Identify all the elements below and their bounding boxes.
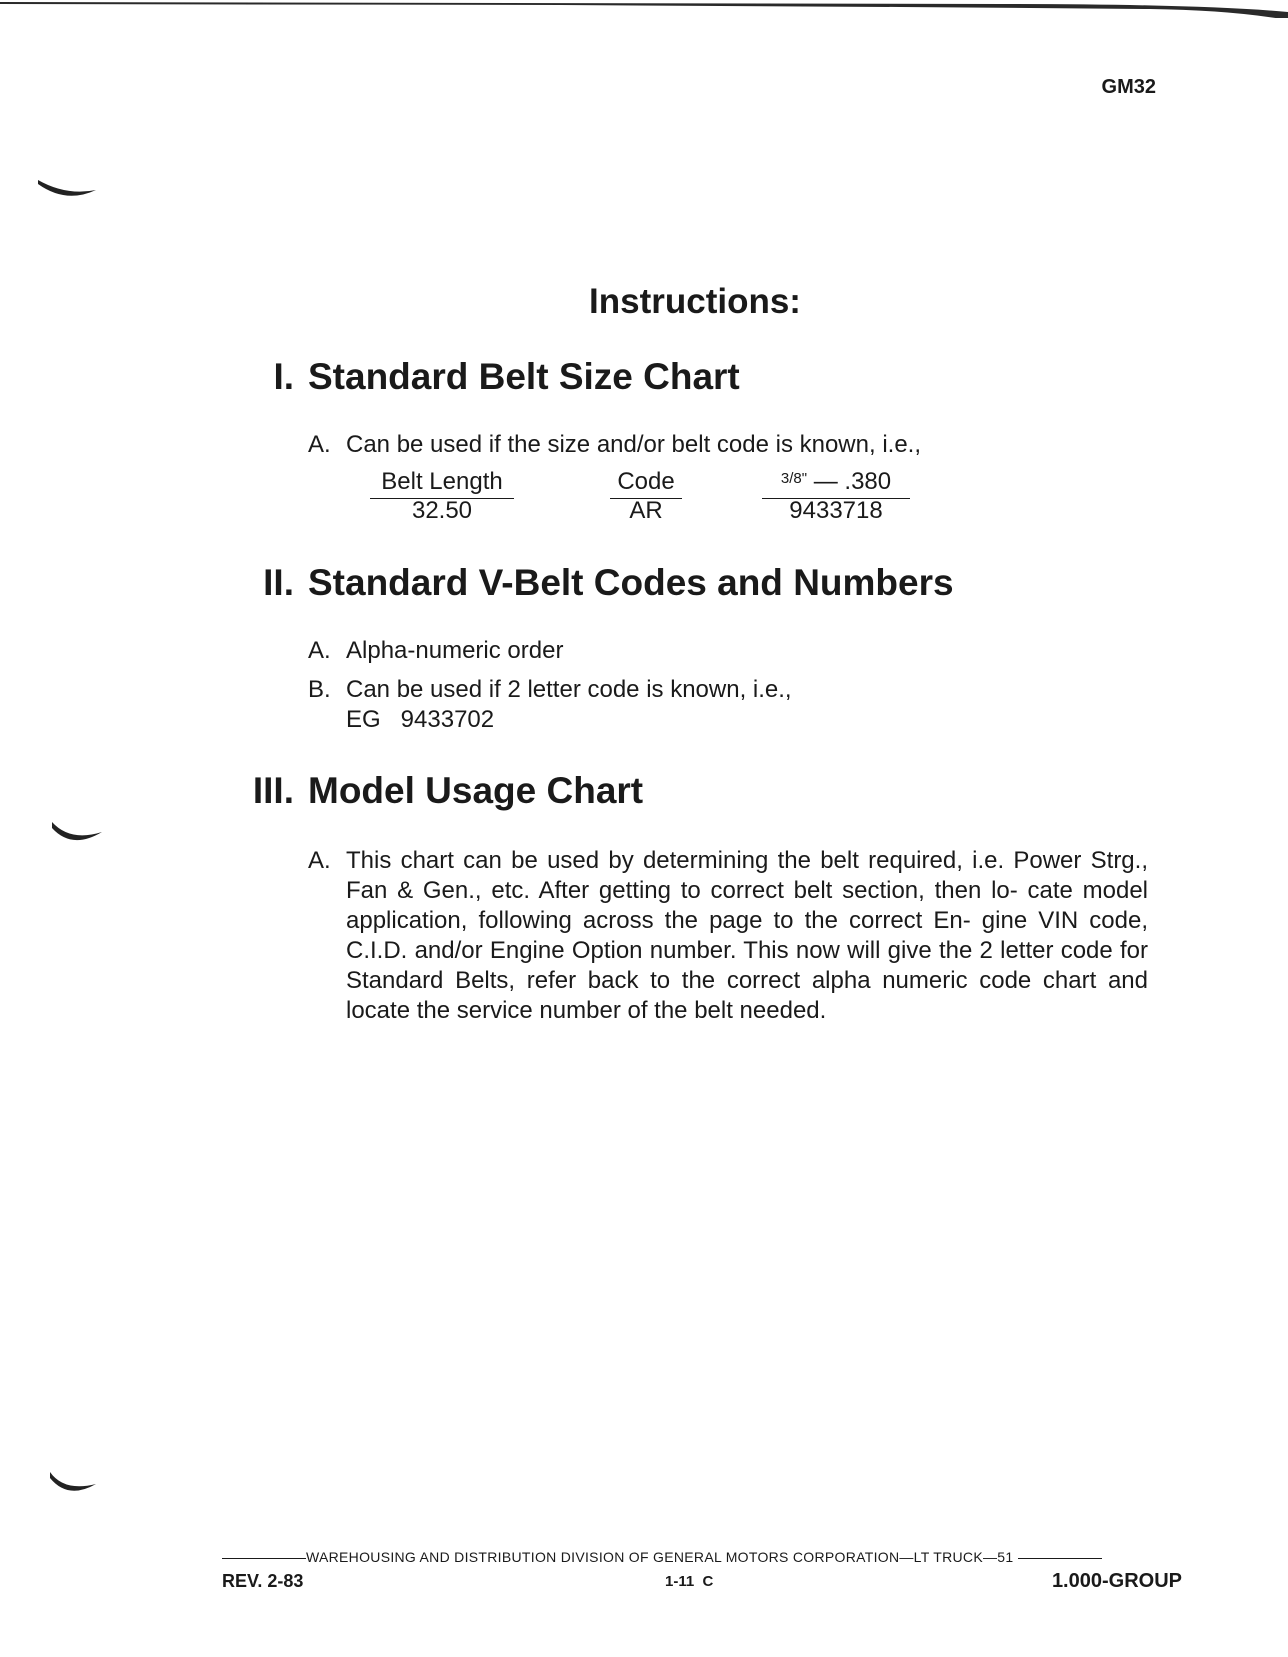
example-size-fraction: 3/8" (780, 470, 808, 487)
example-belt-length-value: 32.50 (370, 498, 514, 523)
section-2-item-b-example (308, 705, 1058, 735)
section-title-1: Standard Belt Size Chart (308, 356, 740, 397)
section-number-1: I. (273, 356, 294, 397)
example-size-decimal: — .380 (807, 468, 892, 495)
section-3-item-a (308, 846, 1148, 1056)
item-letter: A. (308, 637, 331, 664)
section-heading-3 (252, 770, 644, 812)
item-text: This chart can be used by determining the belt required, i.e. Power Strg., Fan & Gen., etc. After getting to correct belt section, then lo- cate model application, following across the page to the correct En- gine VIN code, C.I.D. and/or Engine Option number. This now will give the 2 letter code for Standard Belts, refer back to the correct alpha numeric code chart and locate the service number of the belt needed. (346, 847, 1148, 1024)
document-id: GM32 (1101, 76, 1156, 98)
binder-mark-middle (50, 820, 110, 850)
page-title: Instructions: (589, 282, 801, 321)
example-belt-length-label: Belt Length (381, 468, 503, 495)
footer-rule-right (1018, 1558, 1102, 1559)
section-title-2: Standard V-Belt Codes and Numbers (308, 562, 954, 603)
item-text: Can be used if the size and/or belt code is known, i.e., (346, 431, 922, 458)
binder-mark-bottom (48, 1470, 108, 1500)
footer-page-number: 1-11 C (665, 1573, 714, 1590)
item-text: Alpha-numeric order (346, 637, 564, 664)
section-1-item-a (308, 430, 1058, 460)
example-code-value: AR (610, 498, 682, 523)
section-heading-2 (263, 562, 954, 604)
section-2-item-a (308, 636, 1058, 666)
item-letter: B. (308, 676, 331, 703)
item-letter: A. (308, 431, 331, 458)
belt-size-example (370, 468, 930, 530)
example-size-label (762, 468, 910, 496)
example-belt-length (370, 468, 514, 523)
item-text: EG 9433702 (346, 706, 495, 733)
example-code (610, 468, 682, 523)
item-letter: A. (308, 847, 331, 874)
example-size (762, 468, 910, 523)
example-code-label: Code (617, 468, 675, 495)
section-heading-1 (273, 356, 740, 398)
section-number-2: II. (263, 562, 294, 603)
footer-revision: REV. 2-83 (222, 1571, 304, 1591)
section-number-3: III. (252, 770, 294, 811)
section-2-item-b (308, 675, 1058, 705)
top-edge-rule (0, 0, 1288, 18)
footer-rule-left (222, 1558, 306, 1559)
binder-mark-top (36, 176, 96, 206)
footer-division-text: WAREHOUSING AND DISTRIBUTION DIVISION OF GENERAL MOTORS CORPORATION—LT TRUCK—51 (306, 1549, 1014, 1565)
example-size-value: 9433718 (762, 498, 910, 523)
section-title-3: Model Usage Chart (308, 770, 644, 811)
footer-division-line (222, 1549, 1182, 1565)
footer-group: 1.000-GROUP (1051, 1570, 1182, 1592)
item-text: Can be used if 2 letter code is known, i.e., (346, 676, 792, 703)
